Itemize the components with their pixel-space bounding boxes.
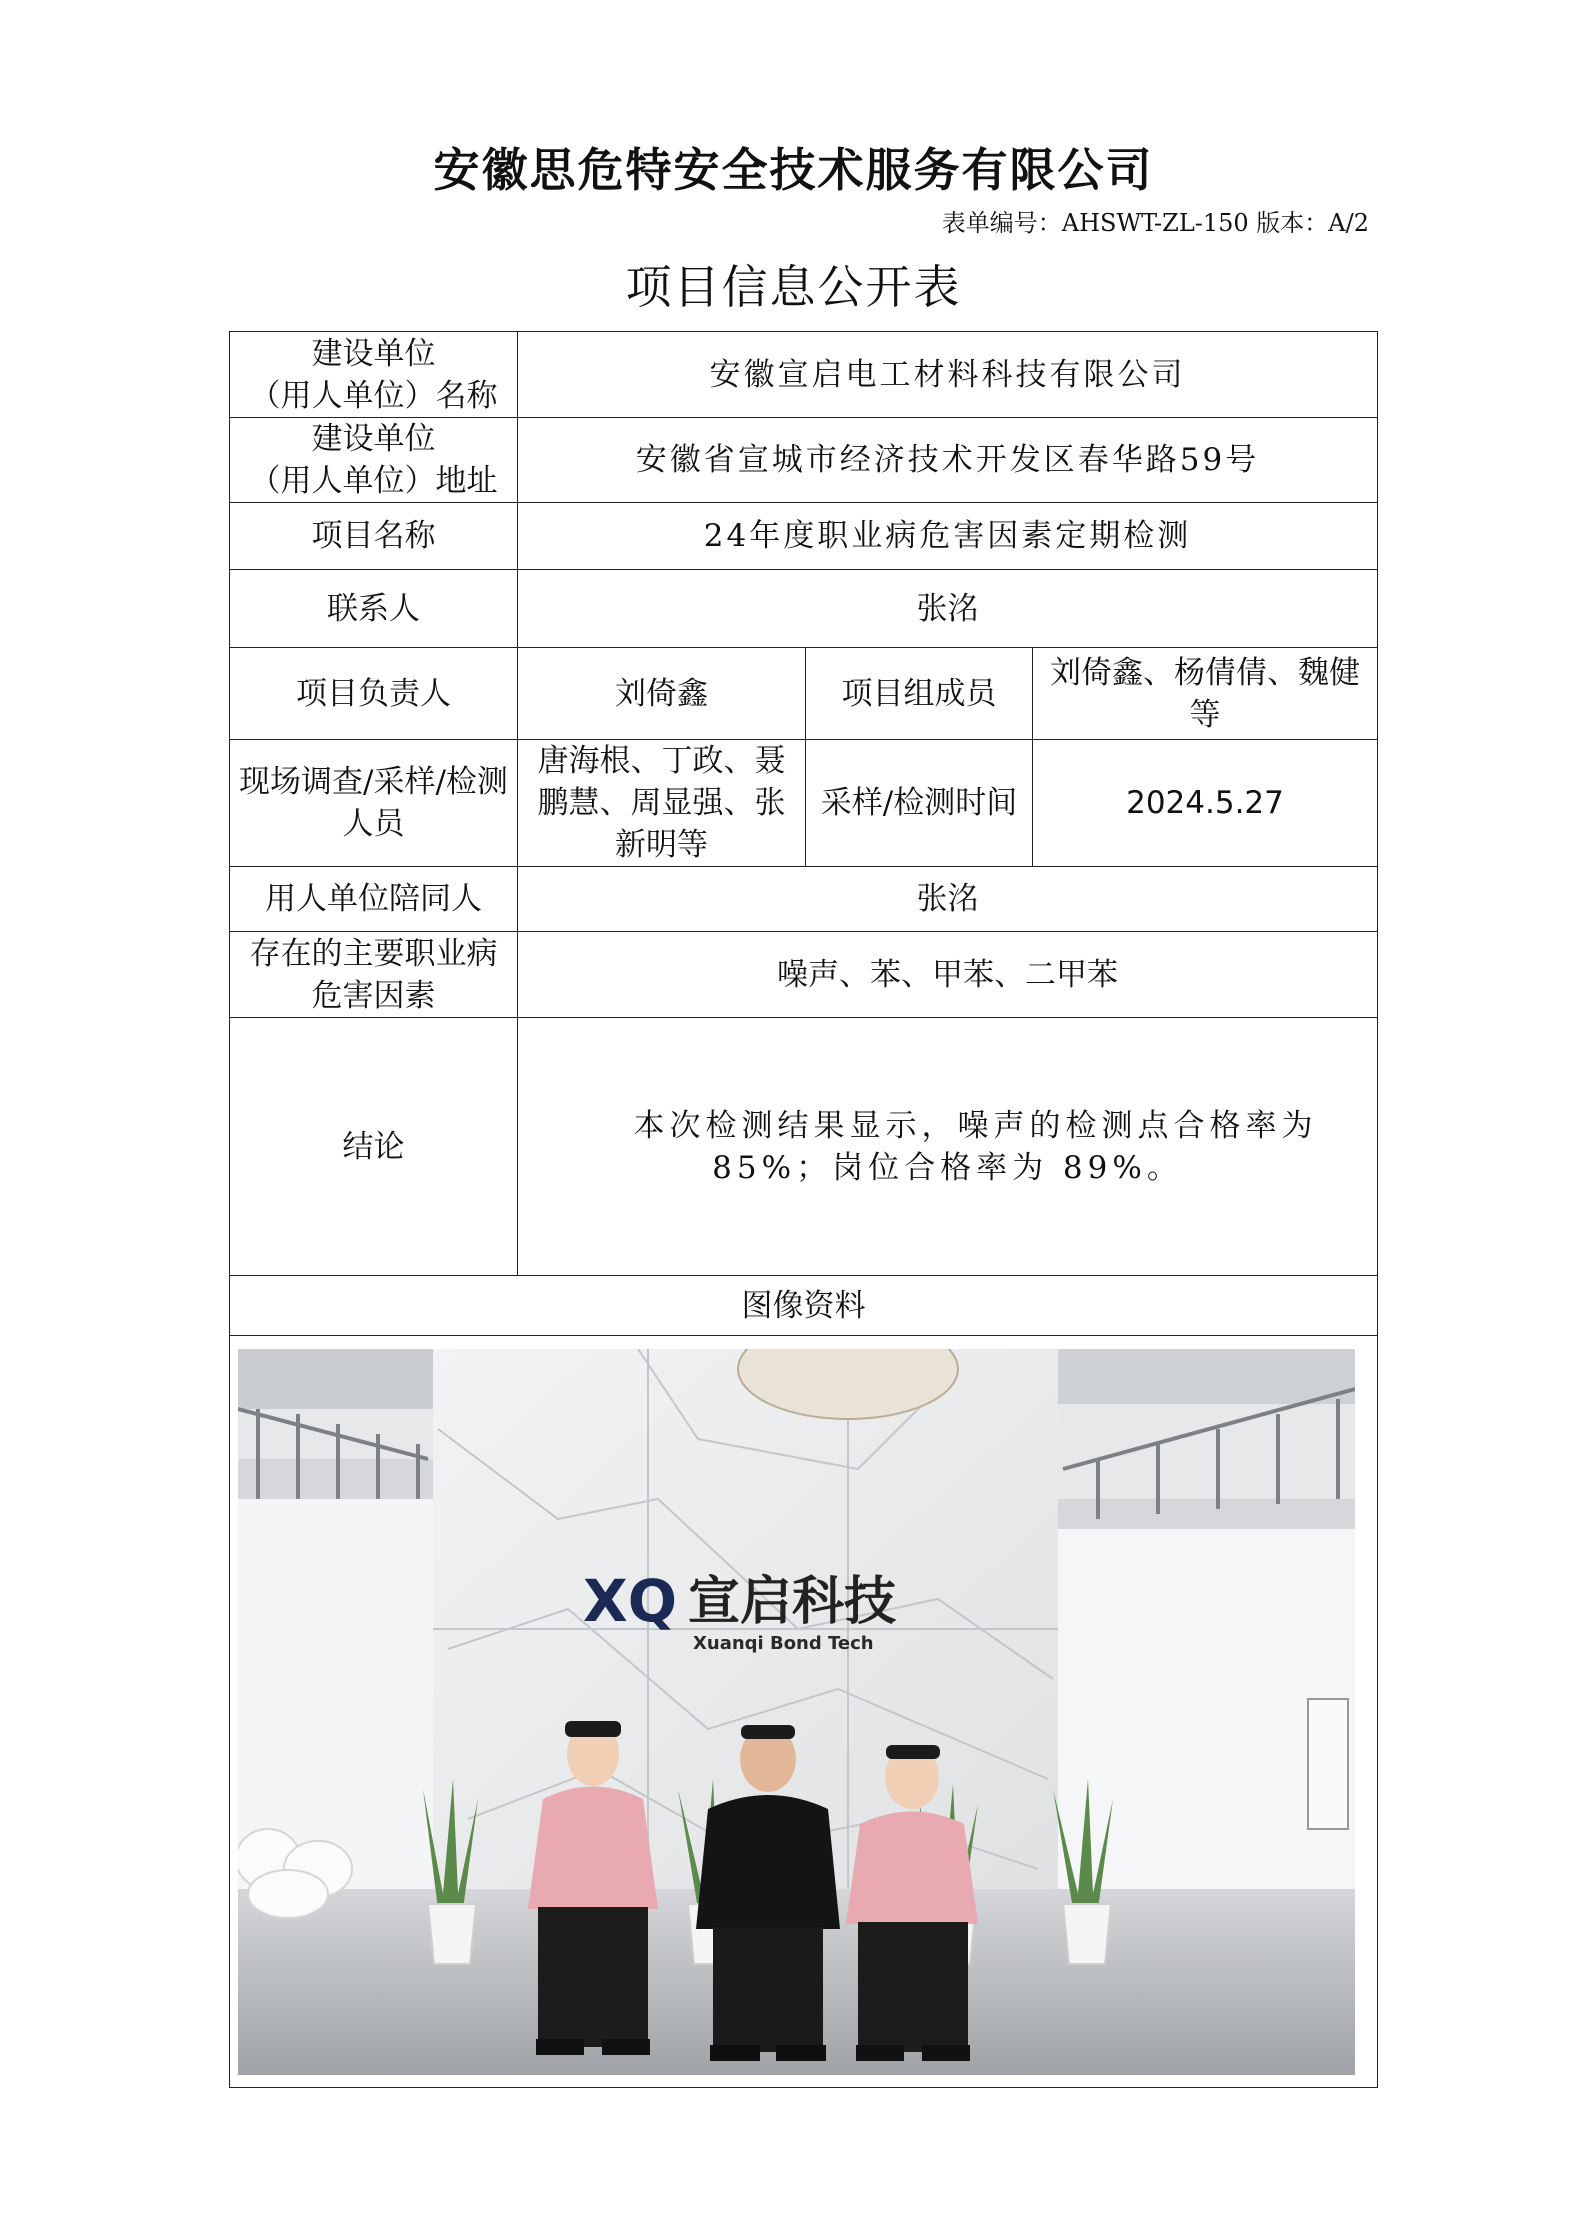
contact-label: 联系人: [230, 570, 518, 648]
employer-address-value: 安徽省宣城市经济技术开发区春华路59号: [518, 418, 1378, 503]
members-label: 项目组成员: [806, 648, 1033, 740]
project-name-value: 24年度职业病危害因素定期检测: [518, 503, 1378, 570]
hazards-label: 存在的主要职业病危害因素: [230, 932, 518, 1018]
members-value: 刘倚鑫、杨倩倩、魏健等: [1033, 648, 1378, 740]
employer-name-value: 安徽宣启电工材料科技有限公司: [518, 332, 1378, 418]
conclusion-line-1: 本次检测结果显示，噪声的检测点合格率为: [633, 1107, 1318, 1144]
table-row: [230, 1018, 1378, 1276]
table-row: [230, 932, 1378, 1018]
table-row: [230, 570, 1378, 648]
sampling-time-label: 采样/检测时间: [806, 740, 1033, 867]
site-photo: [238, 1349, 1355, 2075]
svg-text:XQ: XQ: [583, 1566, 678, 1635]
escort-label: 用人单位陪同人: [230, 867, 518, 932]
conclusion-label: 结论: [230, 1018, 518, 1276]
table-row: [230, 1336, 1378, 2088]
photo-cell: [230, 1336, 1378, 2088]
svg-text:Xuanqi Bond Tech: Xuanqi Bond Tech: [693, 1632, 874, 1654]
escort-value: 张洺: [518, 867, 1378, 932]
sampling-time-value: 2024.5.27: [1033, 740, 1378, 867]
table-row: [230, 648, 1378, 740]
company-title: 安徽思危特安全技术服务有限公司: [433, 143, 1154, 197]
employer-address-label: 建设单位 （用人单位）地址: [230, 418, 518, 503]
form-code: 表单编号：AHSWT-ZL-150 版本：A/2: [941, 209, 1369, 237]
table-row: [230, 503, 1378, 570]
survey-staff-label: 现场调查/采样/检测人员: [230, 740, 518, 867]
table-row: [230, 332, 1378, 418]
table-row: [230, 418, 1378, 503]
form-title: 项目信息公开表: [625, 260, 962, 314]
table-row: [230, 1276, 1378, 1336]
table-row: [230, 867, 1378, 932]
project-name-label: 项目名称: [230, 503, 518, 570]
project-info-table: [229, 331, 1378, 2088]
employer-name-label: 建设单位 （用人单位）名称: [230, 332, 518, 418]
leader-label: 项目负责人: [230, 648, 518, 740]
hazards-value: 噪声、苯、甲苯、二甲苯: [518, 932, 1378, 1018]
leader-value: 刘倚鑫: [518, 648, 806, 740]
conclusion-text: [518, 1018, 1378, 1276]
image-section-label: 图像资料: [230, 1276, 1378, 1336]
conclusion-line-2: 85%；岗位合格率为 89%。: [712, 1149, 1183, 1186]
contact-value: 张洺: [518, 570, 1378, 648]
table-row: [230, 740, 1378, 867]
svg-text:宣启科技: 宣启科技: [688, 1570, 897, 1632]
survey-staff-value: 唐海根、丁政、聂鹏慧、周显强、张新明等: [518, 740, 806, 867]
